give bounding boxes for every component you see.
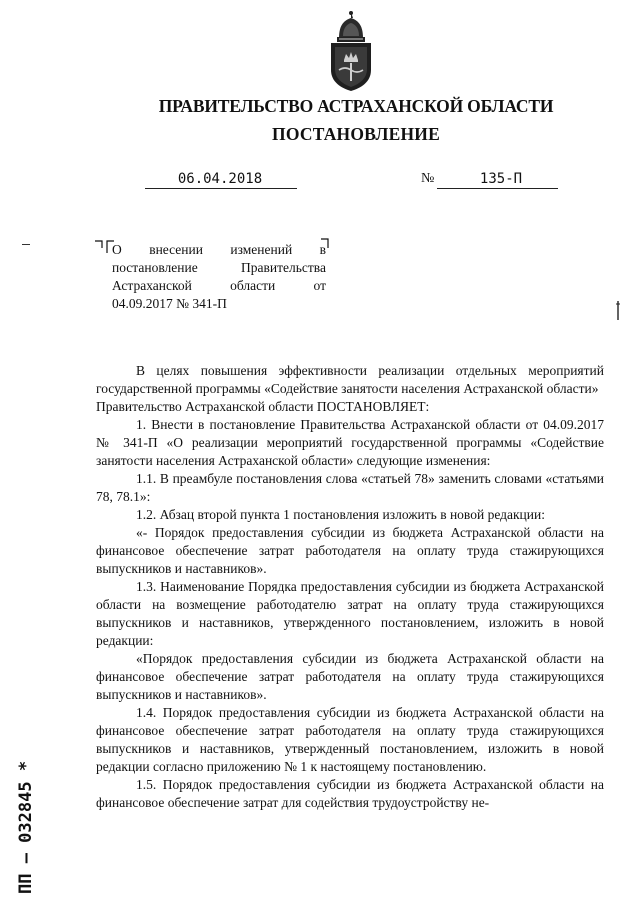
subject-line: Астраханской области от [112, 278, 326, 293]
coat-of-arms-icon [325, 10, 377, 92]
subject-line: 04.09.2017 № 341-П [112, 296, 227, 311]
body-paragraph: 1.3. Наименование Порядка предоставления субсидии из бюджета Астраханской области на возмещение работодателю затрат на оплату труда стажирующихся выпускников и наставников, утвержденного постановлением, изложить в новой редакции: [96, 579, 604, 648]
government-title: ПРАВИТЕЛЬСТВО АСТРАХАНСКОЙ ОБЛАСТИ [158, 96, 554, 116]
body-paragraph: 1. Внести в постановление Правительства Астраханской области от 04.09.2017 № 341-П «О реализации мероприятий государственной программы «Содействие занятости населения Астраханской области» следующие изменения: [96, 417, 604, 468]
body-paragraph: 1.5. Порядок предоставления субсидии из бюджета Астраханской области на финансовое обеспечение затрат для содействия трудоустройству не- [96, 777, 604, 810]
body-paragraph: 1.1. В преамбуле постановления слова «статьей 78» заменить словами «статьями 78, 78.1»: [96, 471, 604, 504]
body-paragraph: В целях повышения эффективности реализации отдельных мероприятий государственной программы «Содействие занятости населения Астраханской области» [96, 363, 604, 396]
number-label: № [421, 171, 435, 186]
margin-dash [22, 244, 30, 245]
document-body [96, 362, 604, 812]
subject-line: О внесении изменений в [112, 242, 326, 257]
body-paragraph: 1.2. Абзац второй пункта 1 постановления изложить в новой редакции: [136, 507, 545, 522]
side-code-text: ПП – 032845 * [16, 760, 36, 894]
body-paragraph: 1.4. Порядок предоставления субсидии из бюджета Астраханской области на финансовое обеспечение затрат работодателя на оплату труда стажирующихся выпускников и наставников, утвержденный постановлением, изложить в новой редакции согласно приложению № 1 к настоящему постановлению. [96, 705, 604, 774]
document-number: 135-П [479, 171, 523, 187]
document-date: 06.04.2018 [177, 171, 263, 187]
document-type-title: ПОСТАНОВЛЕНИЕ [272, 124, 440, 144]
subject-line: постановление Правительства [112, 260, 326, 275]
document-subject [112, 241, 326, 313]
body-paragraph: «- Порядок предоставления субсидии из бюджета Астраханской области на финансовое обеспечение затрат работодателя на оплату труда стажирующихся выпускников и наставников». [96, 525, 604, 576]
date-underline [145, 188, 297, 189]
body-paragraph: «Порядок предоставления субсидии из бюджета Астраханской области на финансовое обеспечение затрат работодателя на оплату труда стажирующихся выпускников и наставников». [96, 651, 604, 702]
margin-tick-icon [615, 300, 621, 322]
number-underline [437, 188, 558, 189]
side-registration-code [5, 730, 41, 896]
body-paragraph: Правительство Астраханской области ПОСТАНОВЛЯЕТ: [96, 399, 430, 414]
